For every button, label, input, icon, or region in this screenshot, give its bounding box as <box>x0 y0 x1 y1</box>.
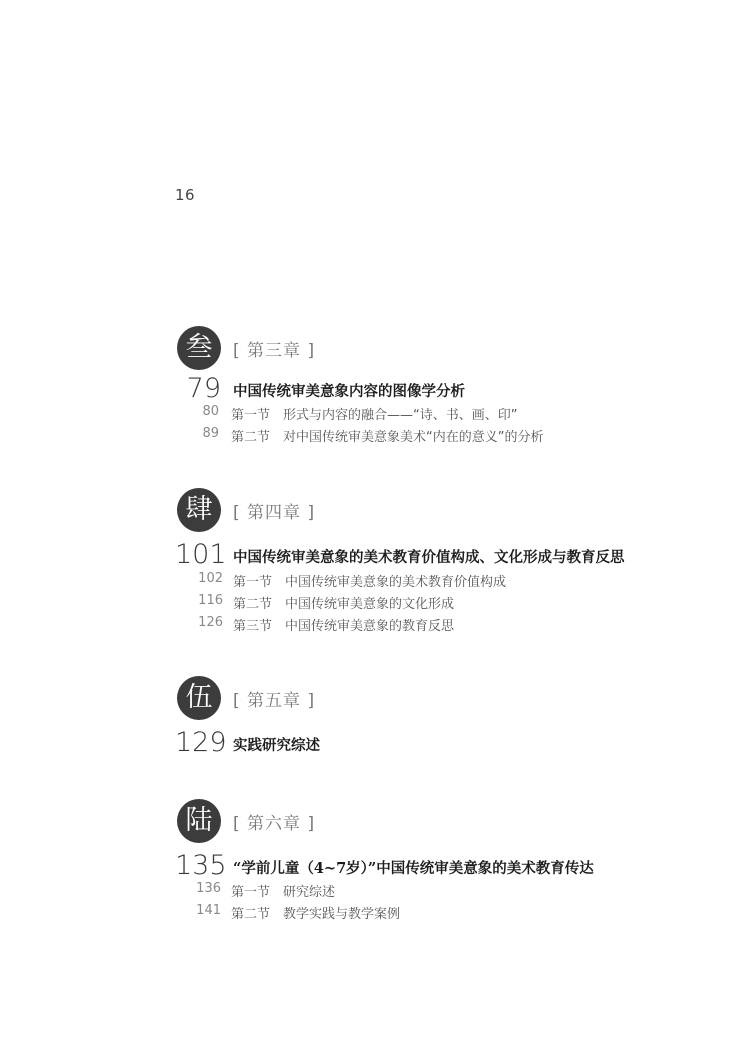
chapter-5-title: 实践研究综述 <box>233 737 320 754</box>
section-4-2-label: 第二节 <box>233 597 273 612</box>
chapter-4-title: 中国传统审美意象的美术教育价值构成、文化形成与教育反思 <box>233 549 625 566</box>
chapter-4-label: [ 第四章 ] <box>233 503 316 523</box>
chapter-3-badge: 叁 <box>177 326 221 370</box>
chapter-4-badge: 肆 <box>177 488 221 532</box>
chapter-3-header <box>175 326 575 372</box>
chapter-4 <box>0 488 750 638</box>
chapter-5-label: [ 第五章 ] <box>233 691 316 711</box>
section-6-2-label: 第二节 <box>231 907 271 922</box>
section-4-2[interactable] <box>175 593 595 613</box>
chapter-4-entry[interactable] <box>175 540 675 570</box>
chapter-4-header <box>175 488 575 534</box>
chapter-5-page: 129 <box>175 727 227 758</box>
chapter-3-label: [ 第三章 ] <box>233 341 316 361</box>
chapter-6-header <box>175 799 575 845</box>
page-number: 16 <box>175 186 196 204</box>
section-3-1-title: 形式与内容的融合——“诗、书、画、印” <box>283 408 518 423</box>
section-6-2[interactable] <box>175 903 595 923</box>
section-3-1[interactable] <box>175 404 595 424</box>
section-4-3-label: 第三节 <box>233 619 273 634</box>
chapter-3-page: 79 <box>186 373 221 404</box>
section-3-2-page: 89 <box>202 426 219 441</box>
section-3-2-title: 对中国传统审美意象美术“内在的意义”的分析 <box>283 430 544 445</box>
section-4-1-label: 第一节 <box>233 575 273 590</box>
chapter-6 <box>0 799 750 929</box>
section-3-1-label: 第一节 <box>231 408 271 423</box>
section-6-2-page: 141 <box>196 903 221 918</box>
chapter-4-page: 101 <box>175 539 227 570</box>
chapter-6-title: “学前儿童（4~7岁）”中国传统审美意象的美术教育传达 <box>233 860 594 877</box>
chapter-3-entry[interactable] <box>175 374 575 404</box>
section-4-1-title: 中国传统审美意象的美术教育价值构成 <box>285 575 507 590</box>
section-6-2-title: 教学实践与教学案例 <box>283 907 401 922</box>
section-3-1-page: 80 <box>202 404 219 419</box>
section-6-1[interactable] <box>175 881 595 901</box>
section-6-1-page: 136 <box>196 881 221 896</box>
chapter-5 <box>0 676 750 766</box>
section-6-1-label: 第一节 <box>231 885 271 900</box>
chapter-5-header <box>175 676 575 722</box>
chapter-5-entry[interactable] <box>175 728 575 758</box>
chapter-3 <box>0 326 750 446</box>
chapter-3-title: 中国传统审美意象内容的图像学分析 <box>233 383 465 400</box>
section-3-2-label: 第二节 <box>231 430 271 445</box>
chapter-6-badge: 陆 <box>177 799 221 843</box>
section-4-3[interactable] <box>175 615 595 635</box>
section-4-1-page: 102 <box>198 571 223 586</box>
section-6-1-title: 研究综述 <box>283 885 336 900</box>
chapter-5-badge: 伍 <box>177 676 221 720</box>
section-4-2-title: 中国传统审美意象的文化形成 <box>285 597 455 612</box>
section-4-3-page: 126 <box>198 615 223 630</box>
section-4-3-title: 中国传统审美意象的教育反思 <box>285 619 455 634</box>
chapter-6-label: [ 第六章 ] <box>233 814 316 834</box>
chapter-6-entry[interactable] <box>175 851 655 881</box>
section-3-2[interactable] <box>175 426 595 446</box>
chapter-6-page: 135 <box>175 850 227 881</box>
section-4-2-page: 116 <box>198 593 223 608</box>
section-4-1[interactable] <box>175 571 595 591</box>
